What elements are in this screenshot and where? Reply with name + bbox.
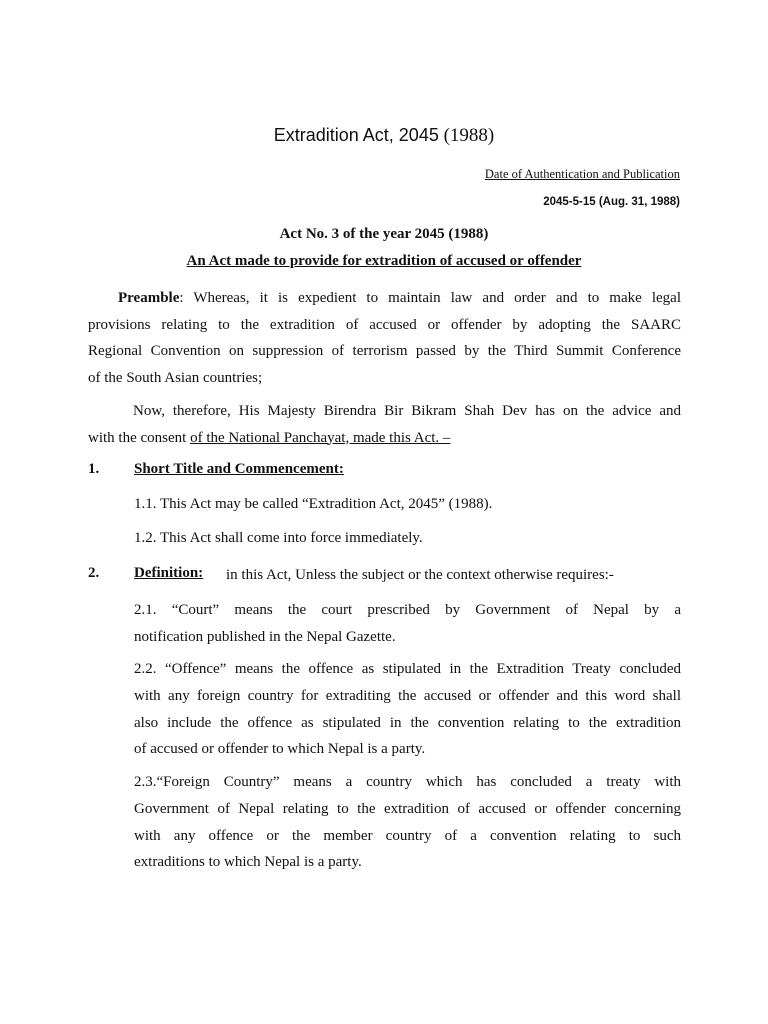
authentication-date: 2045-5-15 (Aug. 31, 1988) bbox=[543, 196, 680, 208]
clause-1-2: 1.2. This Act shall come into force immediately. bbox=[134, 530, 423, 546]
section-2-intro: in this Act, Unless the subject or the context otherwise requires:- bbox=[226, 567, 614, 583]
section-2-heading: Definition: bbox=[134, 565, 204, 581]
section-1-number: 1. bbox=[88, 461, 100, 477]
section-2-number: 2. bbox=[88, 565, 100, 581]
section-1-heading: Short Title and Commencement: bbox=[134, 461, 344, 477]
act-number: Act No. 3 of the year 2045 (1988) bbox=[279, 226, 489, 242]
clause-2-1: 2.1. “Court” means the court prescribed by Government of Nepal by a notification published in the Nepal Gazette. bbox=[134, 602, 681, 645]
document-title: Extradition Act, 2045 (1988) bbox=[273, 125, 495, 146]
preamble-label: Preamble bbox=[118, 290, 180, 306]
authentication-label: Date of Authentication and Publication bbox=[484, 167, 680, 181]
preamble-paragraph: Preamble: Whereas, it is expedient to maintain law and order and to make legal provisions relating to the extradition of accused or offender by adopting the SAARC Regional Convention on suppression of terrorism passed by the Third Summit Conference of the South Asian countries; bbox=[88, 290, 681, 386]
enactment-paragraph: Now, therefore, His Majesty Birendra Bir Bikram Shah Dev has on the advice and with the consent of the National Panchayat, made this Act. – bbox=[88, 403, 681, 446]
clause-2-2: 2.2. “Offence” means the offence as stipulated in the Extradition Treaty concluded with any foreign country for extraditing the accused or offender and this word shall also include the offence as stipulated in the convention relating to the extradition of accused or offender to which Nepal is a party. bbox=[134, 661, 681, 758]
act-subtitle: An Act made to provide for extradition of accused or offender bbox=[186, 253, 582, 269]
clause-2-3: 2.3.“Foreign Country” means a country which has concluded a treaty with Government of Nepal relating to the extradition of accused or offender concerning with any offence or the member country of a convention relating to such extraditions to which Nepal is a party. bbox=[134, 774, 681, 871]
clause-1-1: 1.1. This Act may be called “Extradition Act, 2045” (1988). bbox=[134, 496, 493, 512]
